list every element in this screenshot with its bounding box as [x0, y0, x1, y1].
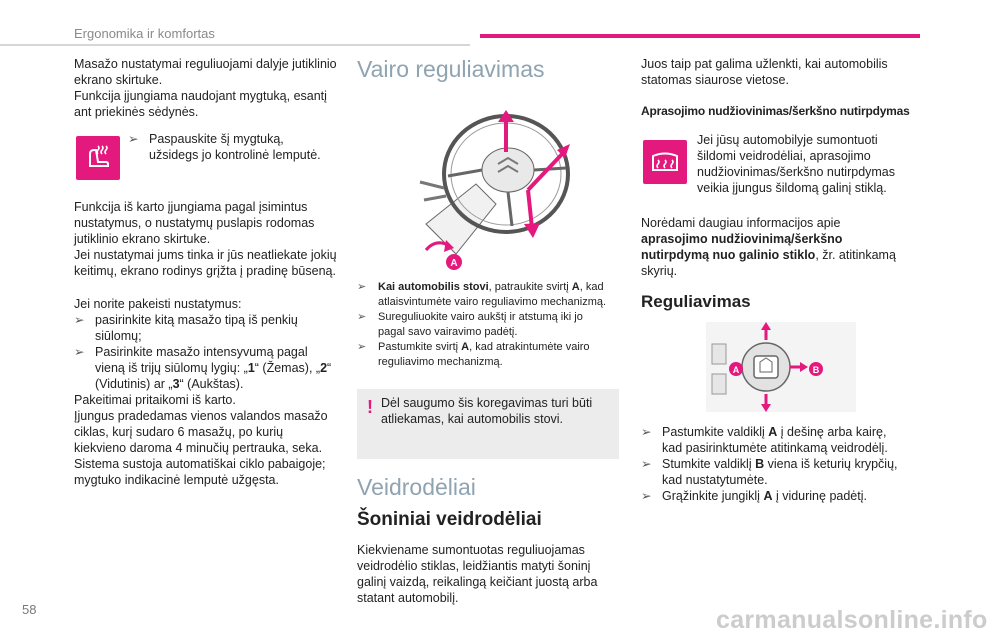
bullet-arrow-icon: ➢	[74, 313, 85, 327]
mirror-instructions: ➢ Pastumkite valdiklį A į dešinę arba kairę, kad pasirinktumėte atitinkamą veidrodėlį. ➢ Stumkite valdiklį B viena iš keturių krypčių, kad nustatytumėte. ➢ Grąžinkite jungiklį A į vidurinę padėtį.	[641, 425, 898, 503]
bullet-arrow-icon: ➢	[357, 341, 367, 353]
bullet-arrow-icon: ➢	[641, 489, 652, 503]
bullet-arrow-icon: ➢	[357, 311, 367, 323]
adjustment-heading: Reguliavimas	[641, 292, 751, 311]
bullet-arrow-icon: ➢	[641, 457, 652, 471]
bullet-arrow-icon: ➢	[74, 345, 85, 359]
massage-intro-paragraph: Masažo nustatymai reguliuojami dalyje jutiklinio ekrano skirtuke. Funkcija įjungiama naudojant mygtuką, esantį ant priekinės sėdynės.	[74, 57, 337, 119]
page-number: 58	[22, 602, 37, 617]
safety-warning-box: ! Dėl saugumo šis koregavimas turi būti atliekamas, kai automobilis stovi.	[357, 389, 619, 459]
more-info-paragraph: Norėdami daugiau informacijos apie aprasojimo nudžiovinimą/šerkšno nutirpdymą nuo galinio stiklo, žr. atitinkamą skyrių.	[641, 216, 896, 278]
warning-icon: !	[367, 397, 373, 417]
side-mirrors-paragraph: Kiekviename sumontuotas reguliuojamas veidrodėlio stiklas, leidžiantis matyti šoninį galinį vaizdą, reikalingą keičiant juostą arba statant automobilį.	[357, 543, 598, 605]
footer-watermark: carmanualsonline.info	[716, 606, 988, 634]
bullet-arrow-icon: ➢	[641, 425, 652, 439]
bullet-arrow-icon: ➢	[357, 281, 367, 293]
steering-wheel-illustration	[416, 104, 576, 272]
steering-adjust-heading: Vairo reguliavimas	[357, 56, 545, 82]
mirror-control-illustration	[706, 322, 856, 412]
header-accent-bar	[480, 34, 920, 38]
change-settings-block: Jei norite pakeisti nustatymus: ➢ pasirinkite kitą masažo tipą iš penkių siūlomų; ➢ Pasirinkite masažo intensyvumą pagal vieną iš trijų siūlomų lygių: „1“ (Žemas), „2“ (Vidutinis) ar „3“ (Aukštas). Pakeitimai pritaikomi iš karto. Įjungus pradedamas vienos valandos masažo ciklas, kurį sudaro 6 masažų, po kurių kiekvieno daroma 4 minučių pertrauka, seka. Sistema sustoja automatiškai ciklo pabaigoje; mygtuko indikacinė lemputė užgęsta.	[74, 297, 332, 487]
massage-button-instruction: ➢ Paspauskite šį mygtuką, užsidegs jo kontrolinė lemputė.	[128, 132, 321, 162]
steering-instructions: ➢ Kai automobilis stovi, patraukite svirtį A, kad atlaisvintumėte vairo reguliavimo mechanizmą. ➢ Sureguliuokite vairo aukštį ir atstumą iki jo pagal savo vairavimo padėtį. ➢ Pastumkite svirtį A, kad atrakintumėte vairo reguliavimo mechanizmą.	[357, 281, 607, 368]
mirror-fold-paragraph: Juos taip pat galima užlenkti, kai automobilis statomas siaurose vietose.	[641, 57, 888, 87]
side-mirrors-heading: Šoniniai veidrodėliai	[357, 509, 542, 530]
rear-defrost-icon	[643, 140, 687, 184]
defrost-paragraph: Jei jūsų automobilyje sumontuoti šildomi veidrodėliai, aprasojimo nudžiovinimas/šerkšno nutirpdymas veikia įjungus šildomą galinį stiklą.	[697, 133, 896, 195]
figure-label-b: B	[812, 365, 820, 375]
defrost-heading: Aprasojimo nudžiovinimas/šerkšno nutirpdymas	[641, 104, 910, 118]
section-title: Ergonomika ir komfortas	[74, 26, 215, 41]
bullet-arrow-icon: ➢	[128, 132, 139, 146]
header-divider	[0, 44, 470, 46]
mirrors-heading: Veidrodėliai	[357, 474, 476, 500]
figure-label-a: A	[732, 365, 740, 375]
memory-paragraph: Funkcija iš karto įjungiama pagal įsimintus nustatymus, o nustatymų puslapis rodomas jutiklinio ekrano skirtuke. Jei nustatymai jums tinka ir jūs neatliekate jokių keitimų, ekrano rodinys grįžta į pradinę būseną.	[74, 200, 337, 278]
figure-label-a: A	[450, 258, 458, 269]
seat-massage-icon	[76, 136, 120, 180]
